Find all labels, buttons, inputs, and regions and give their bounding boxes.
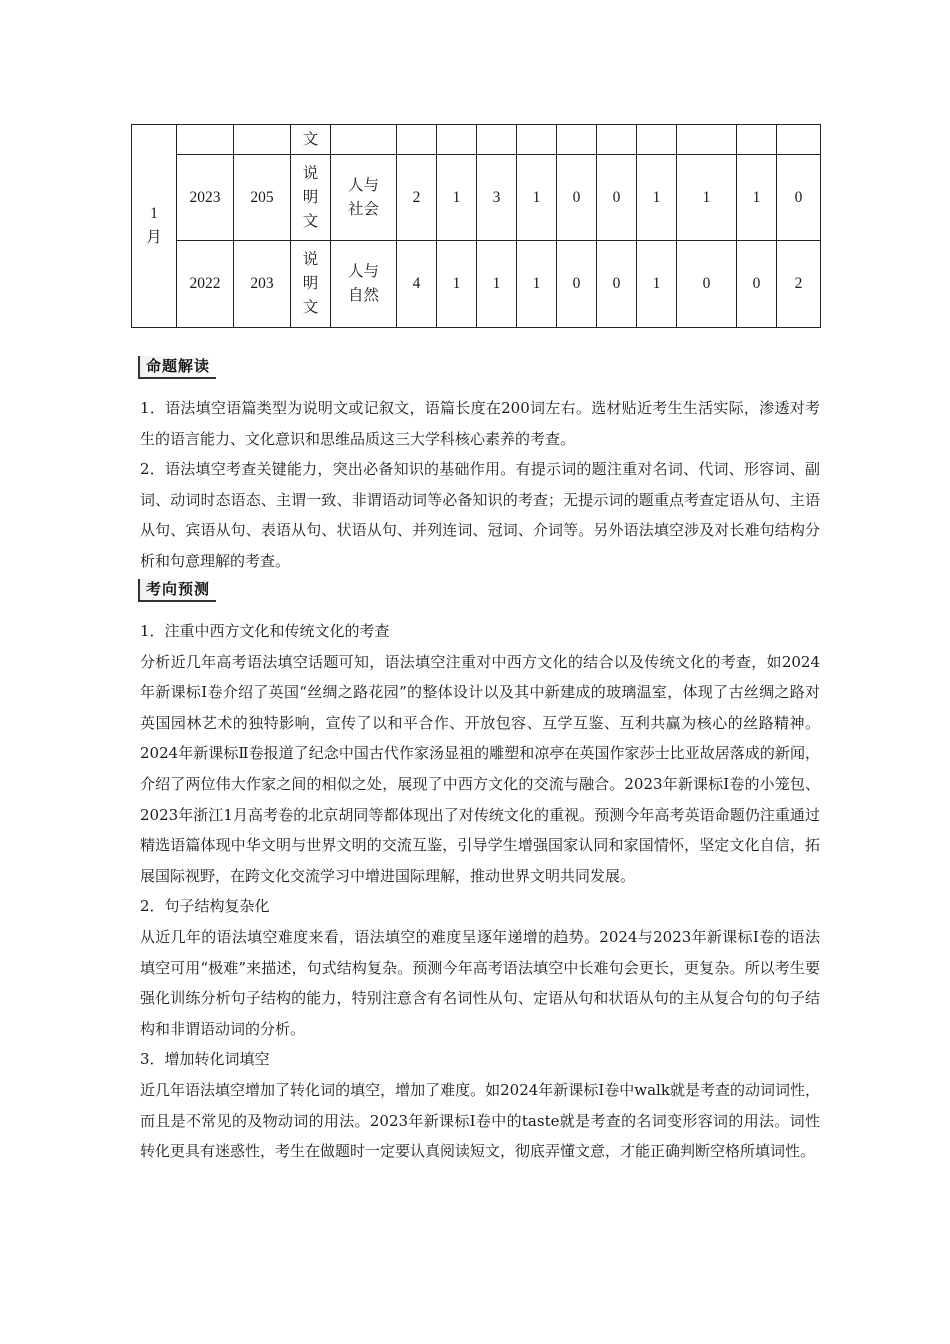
table-cell: [737, 125, 777, 155]
subheading: 3．增加转化词填空: [140, 1050, 270, 1069]
count-cell: 0: [737, 241, 777, 328]
year-cell: 2022: [177, 241, 234, 328]
paragraph: 近几年语法填空增加了转化词的填空，增加了难度。如2024年新课标Ⅰ卷中walk就是考查的动词词性，而且是不常见的及物动词的用法。2023年新课标Ⅰ卷中的taste就是考查的名词变形容词的用法。词性转化更具有迷惑性，考生在做题时一定要认真阅读短文，彻底弄懂文意，才能正确判断空格所填词性。: [140, 1080, 820, 1161]
paragraph: 2．语法填空考查关键能力，突出必备知识的基础作用。有提示词的题注重对名词、代词、形容词、副词、动词时态语态、主谓一致、非谓语动词等必备知识的考查；无提示词的题重点考查定语从句、主语从句、宾语从句、表语从句、状语从句、并列连词、冠词、介词等。另外语法填空涉及对长难句结构分析和句意理解的考查。: [140, 460, 820, 570]
count-cell: 0: [677, 241, 737, 328]
table-row-partial: [132, 125, 821, 155]
type-cell: 说 明 文: [291, 155, 331, 241]
count-cell: 1: [677, 155, 737, 241]
count-cell: 2: [397, 155, 437, 241]
table-cell: [331, 125, 397, 155]
table-cell: [597, 125, 637, 155]
count-cell: 1: [517, 241, 557, 328]
count-cell: 1: [737, 155, 777, 241]
count-cell: 4: [397, 241, 437, 328]
count-cell: 1: [477, 241, 517, 328]
table-cell: [397, 125, 437, 155]
table-cell: [437, 125, 477, 155]
count-cell: 1: [437, 241, 477, 328]
section-interpretation-body: [140, 393, 820, 577]
table-row: [132, 241, 821, 328]
count-cell: 1: [637, 241, 677, 328]
section-heading-interpretation: 命题解读: [138, 356, 216, 379]
count-cell: 1: [637, 155, 677, 241]
subheading: 2．句子结构复杂化: [140, 897, 270, 916]
month-cell: 1 月: [132, 125, 177, 328]
type-cell: 文: [291, 125, 331, 155]
exam-stats-table: [131, 124, 821, 328]
word-count-cell: 205: [234, 155, 291, 241]
count-cell: 2: [777, 241, 821, 328]
paragraph: 分析近几年高考语法填空话题可知，语法填空注重对中西方文化的结合以及传统文化的考查，如2024年新课标Ⅰ卷介绍了英国“丝绸之路花园”的整体设计以及其中新建成的玻璃温室，体现了古丝绸之路对英国园林艺术的独特影响，宣传了以和平合作、开放包容、互学互鉴、互利共赢为核心的丝路精神。2024年新课标Ⅱ卷报道了纪念中国古代作家汤显祖的雕塑和凉亭在英国作家莎士比亚故居落成的新闻，介绍了两位伟大作家之间的相似之处，展现了中西方文化的交流与融合。2023年新课标Ⅰ卷的小笼包、2023年浙江1月高考卷的北京胡同等都体现出了对传统文化的重视。预测今年高考英语命题仍注重通过精选语篇体现中华文明与世界文明的交流互鉴，引导学生增强国家认同和家国情怀，坚定文化自信，拓展国际视野，在跨文化交流学习中增进国际理解，推动世界文明共同发展。: [140, 652, 820, 885]
table-cell: [234, 125, 291, 155]
count-cell: 1: [437, 155, 477, 241]
count-cell: 0: [597, 241, 637, 328]
section-heading-prediction: 考向预测: [138, 579, 216, 602]
table-cell: [677, 125, 737, 155]
count-cell: 3: [477, 155, 517, 241]
table-cell: [557, 125, 597, 155]
table-row: [132, 155, 821, 241]
theme-cell: 人与 自然: [331, 241, 397, 328]
table-cell: [177, 125, 234, 155]
paragraph: 1．语法填空语篇类型为说明文或记叙文，语篇长度在200词左右。选材贴近考生生活实际，渗透对考生的语言能力、文化意识和思维品质这三大学科核心素养的考查。: [140, 399, 820, 448]
table-cell: [477, 125, 517, 155]
subheading: 1．注重中西方文化和传统文化的考查: [140, 622, 390, 640]
count-cell: 0: [597, 155, 637, 241]
count-cell: 0: [777, 155, 821, 241]
table-cell: [637, 125, 677, 155]
count-cell: 1: [517, 155, 557, 241]
year-cell: 2023: [177, 155, 234, 241]
table-cell: [777, 125, 821, 155]
type-cell: 说 明 文: [291, 241, 331, 328]
word-count-cell: 203: [234, 241, 291, 328]
count-cell: 0: [557, 155, 597, 241]
section-prediction-body: [140, 616, 820, 1167]
count-cell: 0: [557, 241, 597, 328]
theme-cell: 人与 社会: [331, 155, 397, 241]
table-cell: [517, 125, 557, 155]
paragraph: 从近几年的语法填空难度来看，语法填空的难度呈逐年递增的趋势。2024与2023年新课标Ⅰ卷的语法填空可用“极难”来描述，句式结构复杂。预测今年高考语法填空中长难句会更长，更复杂。所以考生要强化训练分析句子结构的能力，特别注意含有名词性从句、定语从句和状语从句的主从复合句的句子结构和非谓语动词的分析。: [140, 927, 820, 1038]
